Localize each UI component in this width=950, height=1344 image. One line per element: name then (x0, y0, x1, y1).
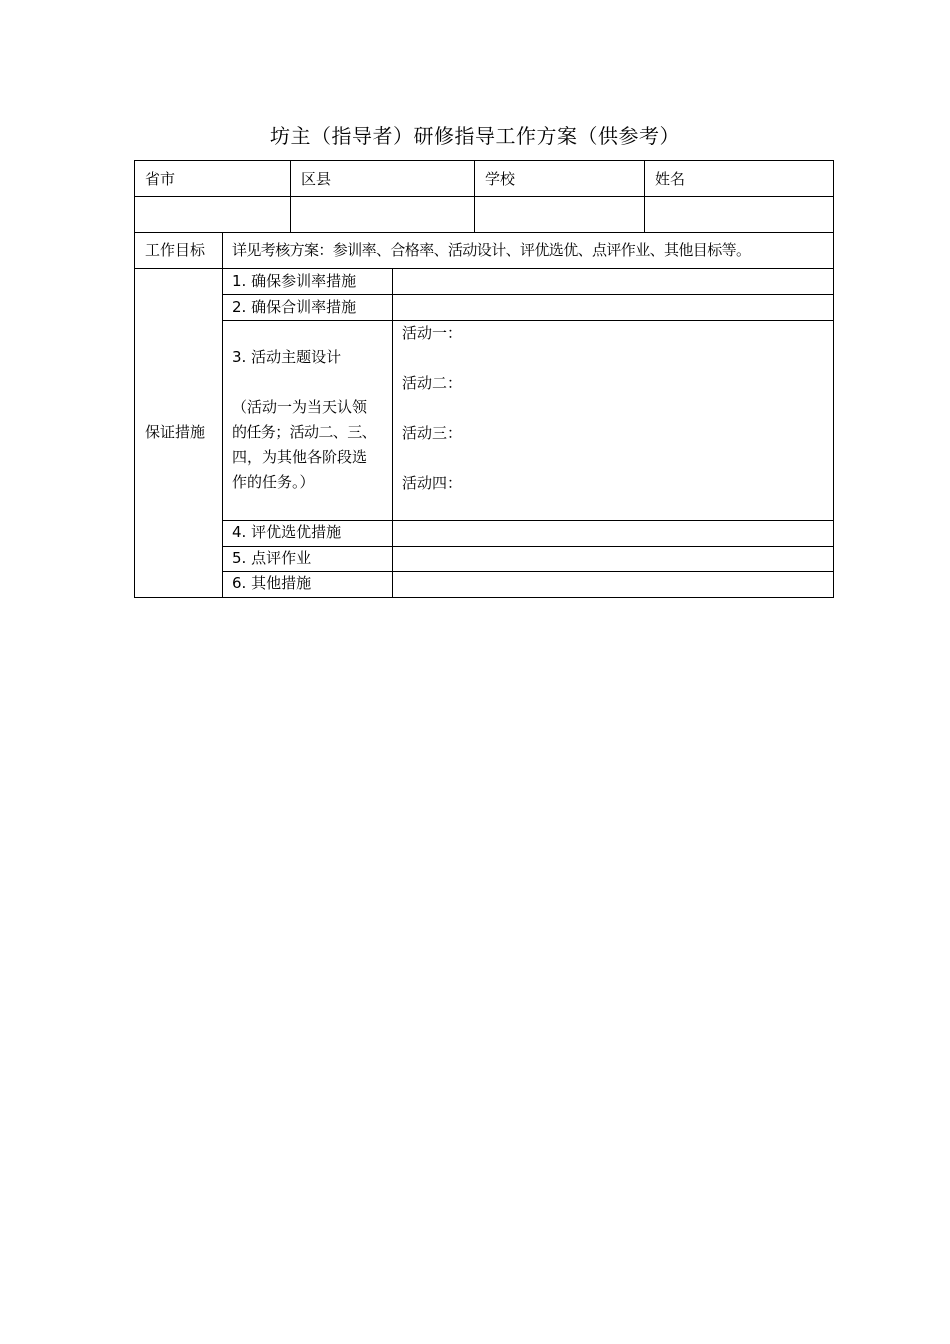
table-border-right (833, 160, 834, 598)
measure-selection-value[interactable] (393, 521, 833, 546)
document-title: 坊主（指导者）研修指导工作方案（供参考） (270, 124, 680, 148)
measure-other: 6. 其他措施 (232, 574, 312, 592)
table-row-divider (222, 320, 834, 321)
header-district-county: 区县 (301, 170, 332, 188)
measure-qualification: 2. 确保合训率措施 (232, 298, 357, 316)
work-goal-content: 详见考核方案：参训率、合格率、活动设计、评优选优、点评作业、其他目标等。 (232, 241, 751, 259)
activity-note-line: 四，为其他各阶段选 (232, 448, 368, 466)
school-value[interactable] (475, 197, 644, 232)
activity-three-label: 活动三： (402, 424, 463, 442)
table-col-divider (222, 232, 223, 597)
header-name: 姓名 (655, 170, 686, 188)
measure-homework-review: 5. 点评作业 (232, 549, 312, 567)
table-border-top (134, 160, 834, 161)
measure-activity-design: 3. 活动主题设计 (232, 348, 342, 366)
measure-other-value[interactable] (393, 572, 833, 597)
province-city-value[interactable] (135, 197, 290, 232)
measure-selection: 4. 评优选优措施 (232, 523, 342, 541)
district-county-value[interactable] (291, 197, 474, 232)
header-province-city: 省市 (145, 170, 176, 188)
header-school: 学校 (485, 170, 516, 188)
activity-one-label: 活动一： (402, 324, 463, 342)
measure-attendance-value[interactable] (393, 269, 833, 294)
measure-homework-review-value[interactable] (393, 547, 833, 571)
activity-note-line: 作的任务。） (232, 473, 315, 491)
activity-note-line: 的任务；活动二、三、 (232, 423, 377, 441)
activity-note-line: （活动一为当天认领 (232, 398, 368, 416)
guarantee-label: 保证措施 (145, 423, 206, 441)
work-goal-label: 工作目标 (145, 241, 206, 259)
activity-four-label: 活动四： (402, 474, 463, 492)
name-value[interactable] (645, 197, 833, 232)
table-border-bottom (134, 597, 834, 598)
measure-attendance: 1. 确保参训率措施 (232, 272, 357, 290)
activity-two-label: 活动二： (402, 374, 463, 392)
table-row-divider (134, 232, 834, 233)
measure-qualification-value[interactable] (393, 295, 833, 320)
